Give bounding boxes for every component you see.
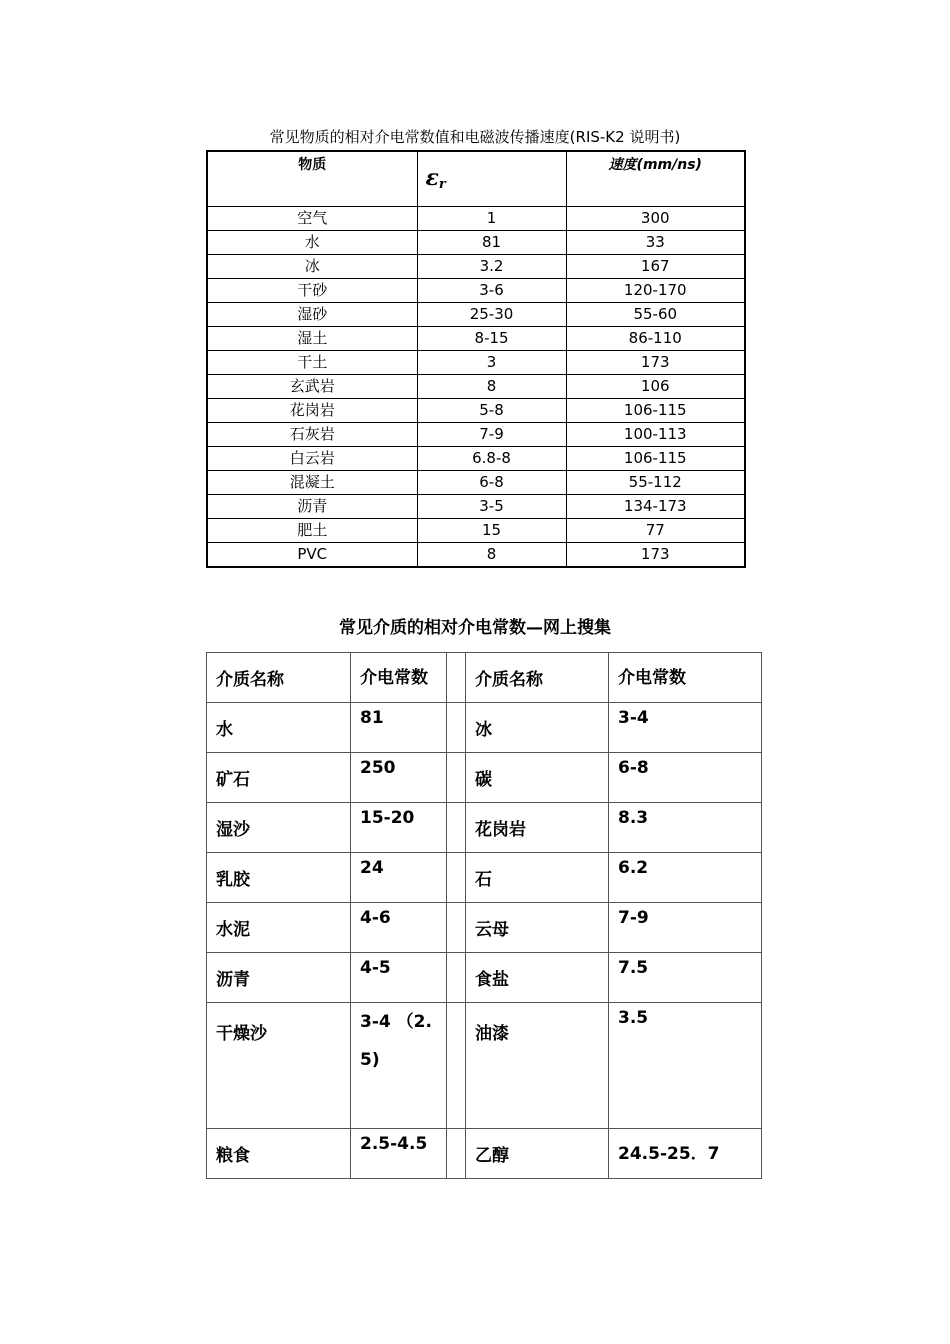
cell-speed: 100-113 [566, 423, 745, 447]
cell-dielectric-constant-1: 24 [351, 853, 447, 903]
cell-dielectric-constant-1: 3-4 （2.5) [351, 1003, 447, 1129]
table-row [207, 903, 762, 953]
cell-medium-name-2: 云母 [466, 903, 609, 953]
table1-caption: 常见物质的相对介电常数值和电磁波传播速度(RIS-K2 说明书) [269, 128, 681, 146]
cell-dielectric-constant-2: 7.5 [609, 953, 762, 1003]
cell-dielectric-constant-2: 3.5 [609, 1003, 762, 1129]
cell-material: 干砂 [207, 279, 417, 303]
cell-relative-permittivity: 15 [417, 519, 566, 543]
cell-relative-permittivity: 8-15 [417, 327, 566, 351]
table-row [207, 543, 745, 568]
cell-dielectric-constant-1: 4-6 [351, 903, 447, 953]
column-gap [447, 853, 466, 903]
cell-speed: 33 [566, 231, 745, 255]
cell-material: 石灰岩 [207, 423, 417, 447]
table-row [207, 753, 762, 803]
table-row [207, 303, 745, 327]
cell-relative-permittivity: 7-9 [417, 423, 566, 447]
table-row [207, 853, 762, 903]
cell-material: 空气 [207, 207, 417, 231]
cell-dielectric-constant-1: 250 [351, 753, 447, 803]
cell-speed: 86-110 [566, 327, 745, 351]
cell-speed: 173 [566, 543, 745, 568]
cell-relative-permittivity: 6-8 [417, 471, 566, 495]
cell-relative-permittivity: 8 [417, 543, 566, 568]
column-gap [447, 953, 466, 1003]
table-row [207, 255, 745, 279]
column-gap [447, 803, 466, 853]
cell-dielectric-constant-1: 4-5 [351, 953, 447, 1003]
table-row [207, 207, 745, 231]
cell-speed: 77 [566, 519, 745, 543]
cell-material: 白云岩 [207, 447, 417, 471]
cell-material: 肥土 [207, 519, 417, 543]
cell-medium-name-2: 乙醇 [466, 1129, 609, 1179]
column-gap [447, 653, 466, 703]
table-row [207, 495, 745, 519]
column-gap [447, 753, 466, 803]
table-row [207, 803, 762, 853]
cell-relative-permittivity: 6.8-8 [417, 447, 566, 471]
cell-material: 玄武岩 [207, 375, 417, 399]
cell-medium-name-1: 沥青 [207, 953, 351, 1003]
table-row [207, 703, 762, 753]
cell-medium-name-1: 湿沙 [207, 803, 351, 853]
table-row [207, 953, 762, 1003]
cell-material: 花岗岩 [207, 399, 417, 423]
cell-material: 冰 [207, 255, 417, 279]
cell-speed: 173 [566, 351, 745, 375]
cell-speed: 300 [566, 207, 745, 231]
epsilon-symbol: ε [425, 164, 439, 191]
cell-dielectric-constant-2: 7-9 [609, 903, 762, 953]
cell-medium-name-2: 花岗岩 [466, 803, 609, 853]
header-relative-permittivity [417, 151, 566, 207]
table-row [207, 1129, 762, 1179]
cell-medium-name-1: 粮食 [207, 1129, 351, 1179]
cell-material: 湿砂 [207, 303, 417, 327]
cell-medium-name-2: 冰 [466, 703, 609, 753]
cell-medium-name-1: 水泥 [207, 903, 351, 953]
table-row [207, 519, 745, 543]
cell-medium-name-2: 油漆 [466, 1003, 609, 1129]
header-dielectric-constant-2: 介电常数 [609, 653, 762, 703]
cell-relative-permittivity: 5-8 [417, 399, 566, 423]
cell-material: 干土 [207, 351, 417, 375]
cell-speed: 106-115 [566, 447, 745, 471]
cell-medium-name-1: 干燥沙 [207, 1003, 351, 1129]
dielectric-speed-table [206, 150, 746, 568]
cell-relative-permittivity: 8 [417, 375, 566, 399]
cell-speed: 167 [566, 255, 745, 279]
cell-relative-permittivity: 3-5 [417, 495, 566, 519]
header-dielectric-constant-1: 介电常数 [351, 653, 447, 703]
cell-material: 混凝土 [207, 471, 417, 495]
table-row [207, 231, 745, 255]
cell-dielectric-constant-2: 24.5-25．7 [609, 1129, 762, 1179]
cell-relative-permittivity: 3.2 [417, 255, 566, 279]
table-row [207, 471, 745, 495]
header-medium-name-2: 介质名称 [466, 653, 609, 703]
header-speed: 速度(mm/ns) [566, 151, 745, 207]
cell-dielectric-constant-1: 81 [351, 703, 447, 753]
cell-material: 水 [207, 231, 417, 255]
cell-relative-permittivity: 1 [417, 207, 566, 231]
cell-dielectric-constant-1: 15-20 [351, 803, 447, 853]
cell-relative-permittivity: 3 [417, 351, 566, 375]
cell-material: PVC [207, 543, 417, 568]
cell-speed: 55-60 [566, 303, 745, 327]
column-gap [447, 703, 466, 753]
cell-speed: 134-173 [566, 495, 745, 519]
table-row [207, 327, 745, 351]
table2-title: 常见介质的相对介电常数—网上搜集 [339, 618, 611, 638]
cell-medium-name-1: 乳胶 [207, 853, 351, 903]
cell-dielectric-constant-2: 6-8 [609, 753, 762, 803]
cell-material: 沥青 [207, 495, 417, 519]
cell-speed: 120-170 [566, 279, 745, 303]
table-row [207, 399, 745, 423]
header-material: 物质 [207, 151, 417, 207]
table-header-row [207, 151, 745, 207]
table-row [207, 1003, 762, 1129]
cell-speed: 55-112 [566, 471, 745, 495]
table-row [207, 351, 745, 375]
cell-dielectric-constant-1: 2.5-4.5 [351, 1129, 447, 1179]
table-row [207, 279, 745, 303]
dielectric-constant-table [206, 652, 762, 1179]
cell-dielectric-constant-2: 3-4 [609, 703, 762, 753]
column-gap [447, 1003, 466, 1129]
table-header-row [207, 653, 762, 703]
cell-medium-name-2: 石 [466, 853, 609, 903]
table-row [207, 447, 745, 471]
cell-dielectric-constant-2: 6.2 [609, 853, 762, 903]
cell-medium-name-1: 水 [207, 703, 351, 753]
column-gap [447, 903, 466, 953]
cell-relative-permittivity: 25-30 [417, 303, 566, 327]
cell-speed: 106-115 [566, 399, 745, 423]
cell-speed: 106 [566, 375, 745, 399]
cell-material: 湿土 [207, 327, 417, 351]
table-row [207, 423, 745, 447]
cell-medium-name-2: 碳 [466, 753, 609, 803]
cell-medium-name-1: 矿石 [207, 753, 351, 803]
header-medium-name-1: 介质名称 [207, 653, 351, 703]
cell-medium-name-2: 食盐 [466, 953, 609, 1003]
cell-relative-permittivity: 3-6 [417, 279, 566, 303]
cell-relative-permittivity: 81 [417, 231, 566, 255]
column-gap [447, 1129, 466, 1179]
epsilon-subscript: r [438, 176, 446, 192]
table-row [207, 375, 745, 399]
cell-dielectric-constant-2: 8.3 [609, 803, 762, 853]
